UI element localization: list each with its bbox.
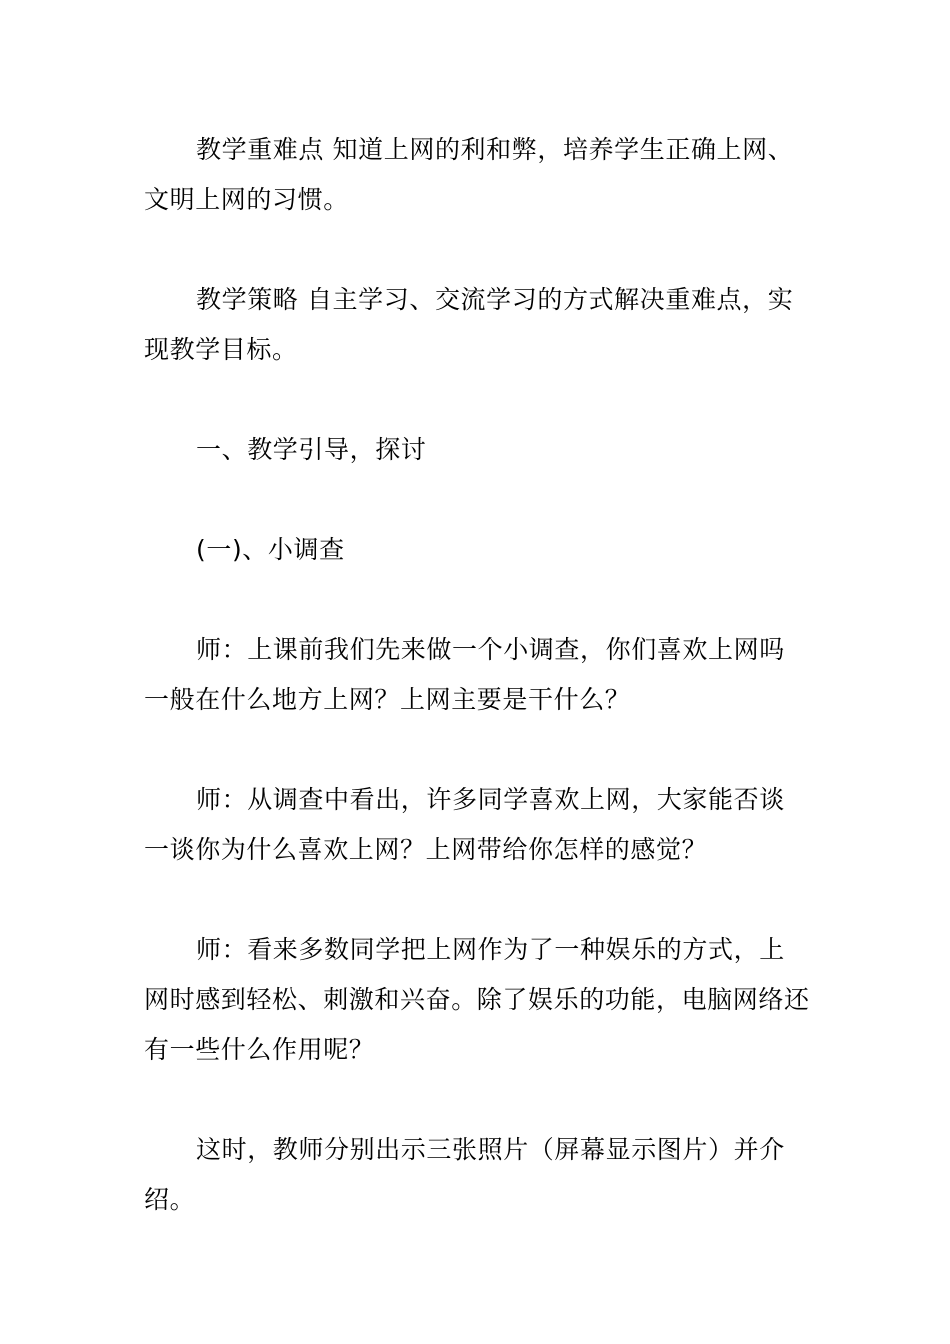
paragraph-teacher-entertainment: 师：看来多数同学把上网作为了一种娱乐的方式，上网时感到轻松、刺激和兴奋。除了娱乐的功能，电脑网络还有一些什么作用呢？ [144, 935, 810, 1064]
paragraph-teacher-discussion: 师：从调查中看出，许多同学喜欢上网，大家能否谈一谈你为什么喜欢上网？上网带给你怎样的感觉？ [144, 785, 785, 864]
paragraph-teaching-difficulties: 教学重难点 知道上网的利和弊，培养学生正确上网、文明上网的习惯。 [144, 135, 794, 214]
paragraph-teacher-survey: 师：上课前我们先来做一个小调查，你们喜欢上网吗一般在什么地方上网？上网主要是干什么？ [144, 635, 785, 714]
paragraph-teaching-strategy: 教学策略 自主学习、交流学习的方式解决重难点，实现教学目标。 [144, 285, 794, 364]
paragraph-teacher-photos: 这时，教师分别出示三张照片（屏幕显示图片）并介绍。 [144, 1135, 785, 1214]
section-heading-1: 一、教学引导，探讨 [196, 435, 427, 464]
subsection-heading-1: (一)、小调查 [196, 535, 345, 564]
